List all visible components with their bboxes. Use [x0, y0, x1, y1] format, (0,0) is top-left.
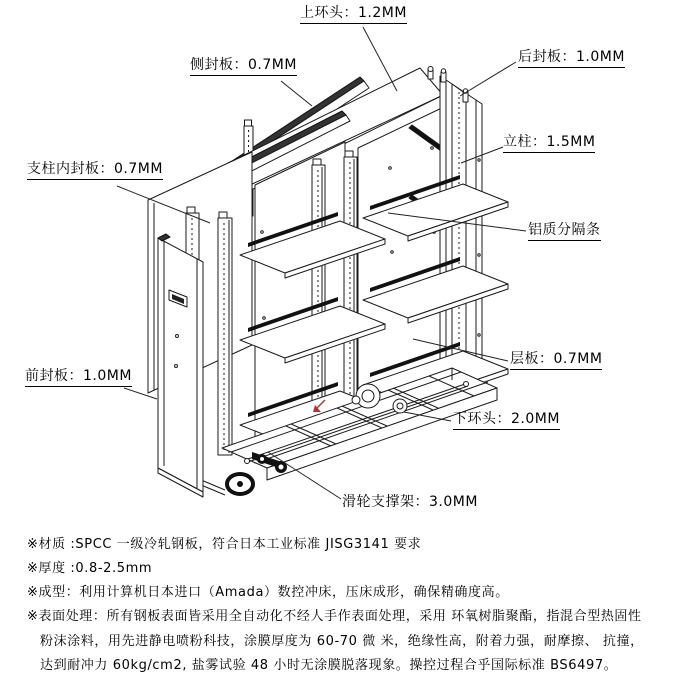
label-front-seal-plate: 前封板：1.0MM	[25, 369, 132, 387]
label-pulley-support: 滑轮支撑架：3.0MM	[342, 494, 478, 510]
label-aluminum-divider: 铝质分隔条	[528, 223, 601, 241]
label-rear-seal-plate: 后封板：1.0MM	[518, 50, 625, 68]
label-upright-column: 立柱：1.5MM	[503, 135, 595, 153]
label-pillar-inner-seal: 支柱内封板：0.7MM	[27, 162, 163, 180]
note-forming: ※成型：利用计算机日本进口（Amada）数控冲床，压床成形，确保精确度高。	[27, 585, 509, 600]
label-top-ring-head: 上环头：1.2MM	[300, 6, 407, 24]
front-seal-panel-drawing	[158, 234, 203, 497]
note-thickness: ※厚度 :0.8-2.5mm	[27, 561, 153, 576]
label-bottom-ring-head: 下环头：2.0MM	[453, 412, 560, 430]
note-surface-2: 粉沫涂料，用先进静电喷粉科技，涂膜厚度为 60-70 微 米，绝缘性高，附着力强，耐摩擦、 抗撞，	[40, 634, 644, 649]
note-surface-3: 达到耐冲力 60kg/cm2, 盐雾试验 48 小时无涂膜脱落现象。操控过程合乎国际标准 BS6497。	[40, 658, 618, 673]
note-material: ※材质 :SPCC 一级冷轧钢板，符合日本工业标准 JISG3141 要求	[27, 537, 422, 552]
label-side-seal-plate: 侧封板：0.7MM	[190, 58, 297, 76]
label-shelf-plate: 层板：0.7MM	[510, 352, 602, 370]
note-surface-1: ※表面处理：所有钢板表面皆采用全自动化不经人手作表面处理，采用 环氧树脂聚酯，指混合型热固性	[27, 609, 642, 624]
